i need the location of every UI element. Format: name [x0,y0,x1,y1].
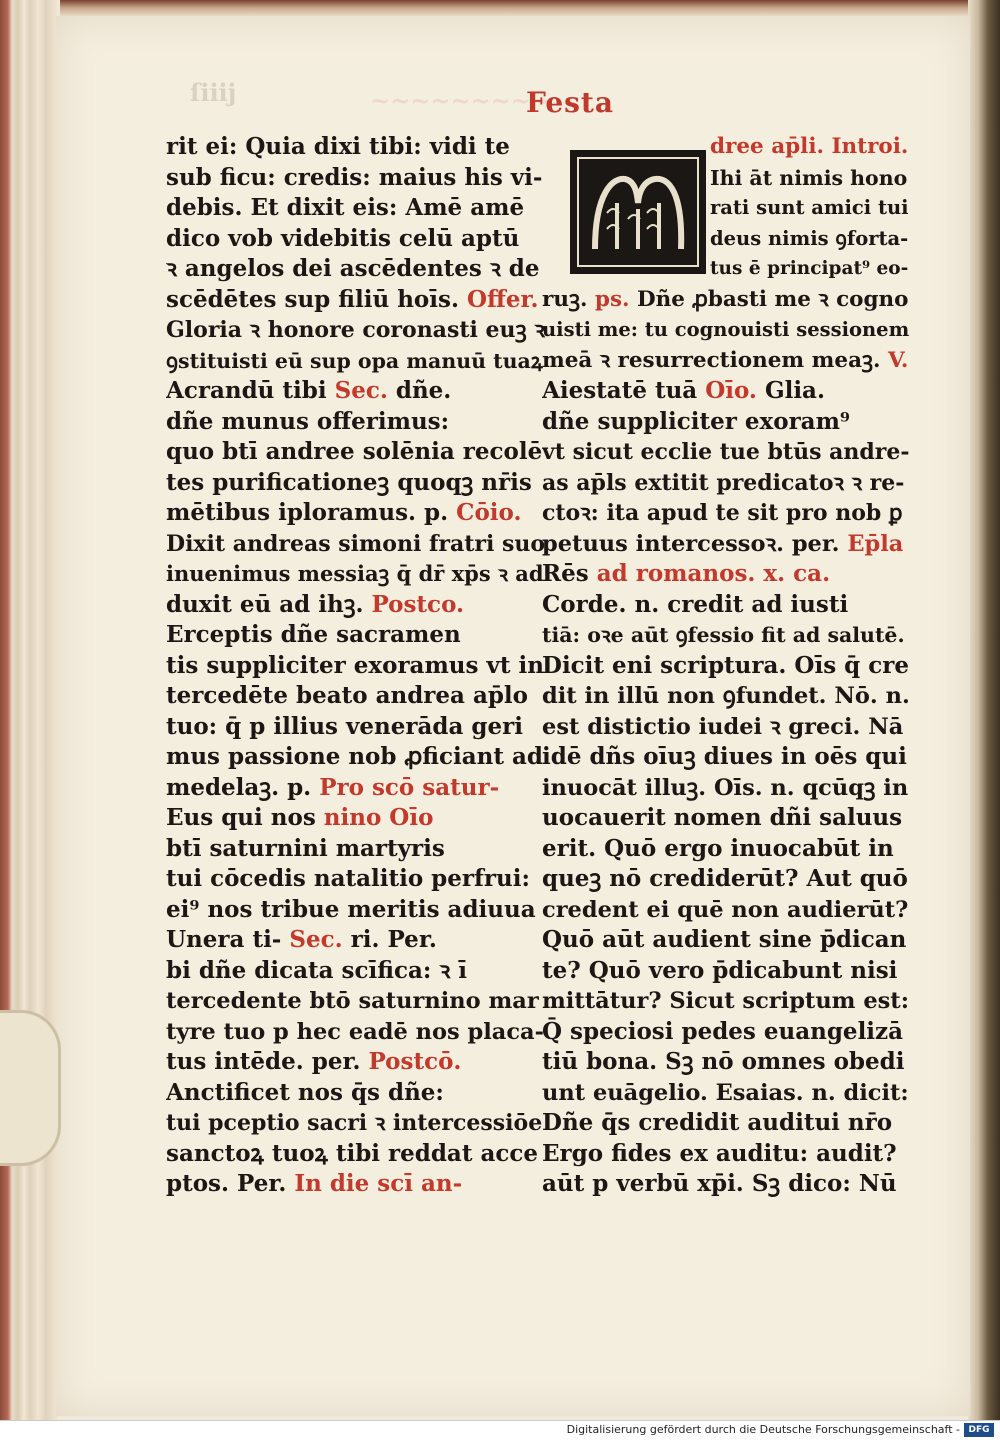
text-line: ruꝫ. ps. Dñe ꝓbasti me ꝛ cogno [542,286,909,312]
text-line: rati sunt amici tui [710,196,909,219]
text-line: vt sicut ecclie tue btūs andre- [542,439,910,465]
text-line: dñe suppliciter exoram⁹ [542,407,850,435]
book-left-edge [0,0,60,1420]
text-line: Q̄ speciosi pedes euangelizā [542,1017,904,1045]
text-line: Eus qui nos nino Oīo [166,804,434,831]
text-line: Rēs ad romanos. x. ca. [542,560,831,587]
text-line: Anctificet nos q̄s dñe: [166,1078,444,1106]
text-line: inuocāt illuꝫ. Oīs. n. qcūqꝫ in [542,774,909,801]
text-line: Ergo fides ex auditu: audit? [542,1139,897,1167]
text-line: erit. Quō ergo inuocabūt in [542,834,894,862]
book-right-edge [968,0,1000,1420]
text-line: uisti me: tu cognouisti sessionem [542,318,910,341]
text-line: medelaꝫ. p. Pro scō satur- [166,773,500,801]
text-line: dñe munus offerimus: [166,407,450,435]
text-line: quo btī andree solēnia recolē [166,438,543,465]
running-head: Festa [526,86,615,119]
right-text-column [542,132,910,1200]
text-line: Aiestatē tuā Oīo. Glia. [542,377,825,404]
text-line: ptos. Per. In die scī an- [166,1170,463,1197]
text-line: idē dñs oīuꝫ diues in oēs qui [542,743,907,770]
text-line: btī saturnini martyris [166,834,445,862]
text-line: tui pceptio sacri ꝛ intercessiōe [166,1110,543,1136]
text-line: Quō aūt audient sine p̄dican [542,926,907,953]
text-line: ctoꝛ: ita apud te sit pro nob ꝑ [542,500,903,526]
text-line: tuo: q̄ p illius venerāda geri [166,712,523,740]
text-line: petuus intercessoꝛ. per. Ep̄la [542,530,904,557]
text-line: mus passione nob ꝓficiant ad [166,743,544,770]
text-line: meā ꝛ resurrectionem meaꝫ. V. [542,347,909,373]
text-line: as ap̄ls extitit predicatoꝛ ꝛ re- [542,469,905,496]
text-line: Gloria ꝛ honore coronasti euꝫ ꝛ [166,317,545,343]
text-line: tercedēte beato andrea ap̄lo [166,682,529,709]
text-line: aūt p verbū xp̄i. Sꝫ dico: Nū [542,1170,897,1197]
show-through-text-red: ~~~~~~~~~ [370,86,551,115]
text-line: Corde. n. credit ad iusti [542,590,849,618]
text-line: rit ei: Quia dixi tibi: vidi te [166,133,510,160]
text-line: tercedente btō saturnino mar [166,988,539,1014]
text-line: dit in illū non ꝯfundet. Nō. n. [542,683,910,709]
left-text-column [166,132,546,1200]
text-line: tiū bona. Sꝫ nō omnes obedi [542,1048,905,1075]
text-line: Ihi āt nimis hono [710,165,908,190]
footer-credit: Digitalisierung gefördert durch die Deutsche Forschungsgemeinschaft - [566,1423,960,1436]
text-line: sanctoꝝ tuoꝝ tibi reddat acce [166,1139,539,1167]
text-line: credent ei quē non audierūt? [542,896,909,923]
digitization-footer [0,1420,1000,1440]
text-line: te? Quō vero p̄dicabunt nisi [542,956,898,984]
text-line: Dñe q̄s credidit auditui nr̄o [542,1109,893,1136]
text-line: debis. Et dixit eis: Amē amē [166,194,525,221]
text-line: tes purificationeꝫ quoqꝫ nr̄is [166,468,532,496]
text-line: tus ē principat⁹ eo- [710,258,909,279]
text-line: uocauerit nomen dñi saluus [542,804,903,831]
text-line: tui cōcedis natalitio perfrui: [166,865,530,892]
text-line: dree ap̄li. Introi. [710,134,909,159]
text-line: Dicit eni scriptura. Oīs q̄ cre [542,651,910,679]
text-line: mittātur? Sicut scriptum est: [542,988,909,1014]
dfg-logo-icon: DFG [964,1423,994,1437]
page-clasp [0,1010,61,1166]
text-line: tus intēde. per. Postcō. [166,1048,462,1075]
text-line: ꝛ angelos dei ascēdentes ꝛ de [166,255,540,282]
text-line: sub ficu: credis: maius his vi- [166,163,543,191]
text-line: duxit eū ad ihꝫ. Postco. [166,590,465,618]
text-line: est distictio iudei ꝛ greci. Nā [542,713,904,740]
text-line: ei⁹ nos tribue meritis adiuua [166,895,536,923]
show-through-text: ſiiij [190,78,237,107]
text-line: inuenimus messiaꝫ q̄ dr̄ xp̄s ꝛ ad [166,561,544,586]
text-line: bi dñe dicata scīfica: ꝛ ī [166,956,467,984]
text-line: mētibus iploramus. p. Cōio. [166,499,522,526]
text-line: ꝯstituisti eū sup opa manuū tuaꝝ [166,348,543,373]
text-line: Unera ti- Sec. ri. Per. [166,926,437,953]
text-line: tyre tuo p hec eadē nos placa- [166,1018,544,1045]
text-line: deus nimis ꝯforta- [710,226,909,250]
text-line: Dixit andreas simoni fratri suo [166,530,546,557]
text-line: tis suppliciter exoramus vt in [166,651,544,679]
text-line: unt euāgelio. Esaias. n. dicit: [542,1079,909,1106]
text-line: scēdētes sup filiū hoīs. Offer. [166,285,539,313]
text-line: dico vob videbitis celū aptū [166,224,520,252]
text-line: queꝫ nō crediderūt? Aut quō [542,865,908,892]
text-line: Erceptis dñe sacramen [166,621,461,648]
text-line: tiā: oꝛe aūt ꝯfessio fit ad salutē. [542,623,905,647]
text-line: Acrandū tibi Sec. dñe. [166,377,452,404]
